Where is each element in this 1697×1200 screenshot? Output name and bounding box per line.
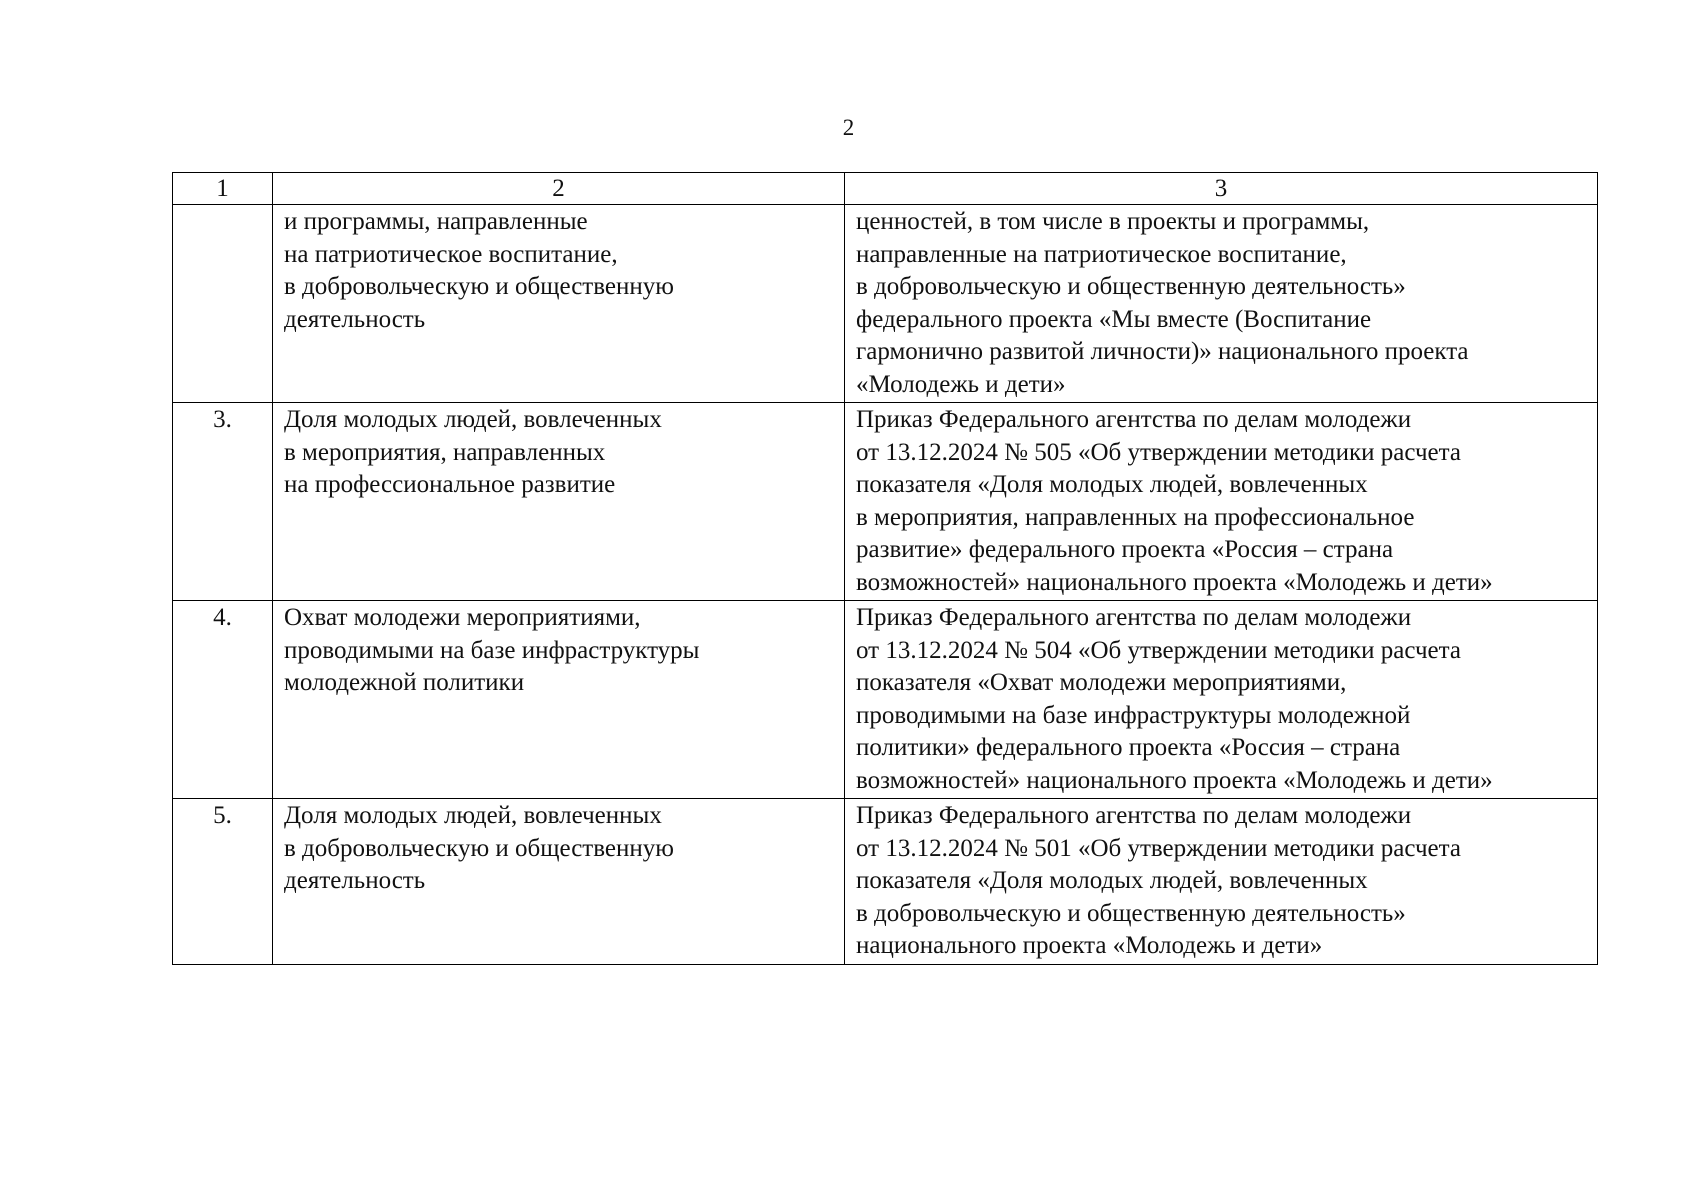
table-row — [173, 403, 1598, 601]
indicator-line: Доля молодых людей, вовлеченных — [284, 406, 662, 433]
document-cell — [845, 601, 1598, 799]
indicator-line: в мероприятия, направленных — [284, 438, 606, 466]
document-line: показателя «Доля молодых людей, вовлеченных — [856, 471, 1368, 498]
indicator-cell — [273, 799, 845, 965]
table-row — [173, 799, 1598, 965]
indicator-line: в добровольческую и общественную — [284, 273, 674, 300]
document-line: проводимыми на базе инфраструктуры молодежной — [856, 701, 1411, 729]
page-number: 2 — [842, 115, 855, 140]
document-line: Приказ Федерального агентства по делам молодежи — [856, 406, 1412, 433]
table-row — [173, 205, 1598, 403]
indicator-line: проводимыми на базе инфраструктуры — [284, 636, 700, 664]
document-line: от 13.12.2024 № 505 «Об утверждении методики расчета — [856, 438, 1461, 466]
row-number — [173, 205, 273, 403]
column-header-document: 3 — [845, 173, 1598, 205]
table-row — [173, 601, 1598, 799]
table-header-row — [173, 173, 1598, 205]
indicator-line: деятельность — [284, 305, 426, 333]
indicators-table — [172, 172, 1598, 965]
indicator-line: на профессиональное развитие — [284, 471, 616, 498]
indicator-line: Доля молодых людей, вовлеченных — [284, 802, 662, 829]
document-line: национального проекта «Молодежь и дети» — [856, 932, 1323, 959]
document-line: Приказ Федерального агентства по делам молодежи — [856, 802, 1412, 829]
document-line: гармонично развитой личности)» национального проекта — [856, 338, 1469, 365]
row-number: 5. — [173, 799, 273, 965]
row-number: 3. — [173, 403, 273, 601]
column-header-number: 1 — [173, 173, 273, 205]
column-header-indicator: 2 — [273, 173, 845, 205]
indicator-cell — [273, 601, 845, 799]
document-line: ценностей, в том числе в проекты и программы, — [856, 208, 1370, 235]
document-line: от 13.12.2024 № 501 «Об утверждении методики расчета — [856, 834, 1461, 862]
document-line: в мероприятия, направленных на профессиональное — [856, 503, 1415, 531]
document-line: политики» федерального проекта «Россия – страна — [856, 734, 1401, 761]
indicator-line: деятельность — [284, 867, 426, 894]
document-line: от 13.12.2024 № 504 «Об утверждении методики расчета — [856, 636, 1461, 664]
document-line: направленные на патриотическое воспитание, — [856, 240, 1347, 268]
document-cell — [845, 205, 1598, 403]
indicator-line: молодежной политики — [284, 669, 525, 696]
indicator-cell — [273, 403, 845, 601]
row-number: 4. — [173, 601, 273, 799]
document-line: в добровольческую и общественную деятельность» — [856, 899, 1406, 927]
document-line: федерального проекта «Мы вместе (Воспитание — [856, 305, 1372, 333]
indicator-cell — [273, 205, 845, 403]
indicator-line: и программы, направленные — [284, 208, 588, 235]
indicator-line: Охват молодежи мероприятиями, — [284, 604, 641, 631]
document-line: возможностей» национального проекта «Молодежь и дети» — [856, 568, 1493, 596]
document-line: Приказ Федерального агентства по делам молодежи — [856, 604, 1412, 631]
document-line: показателя «Доля молодых людей, вовлеченных — [856, 867, 1368, 894]
indicator-line: на патриотическое воспитание, — [284, 240, 618, 268]
document-cell — [845, 403, 1598, 601]
document-line: в добровольческую и общественную деятельность» — [856, 273, 1406, 300]
document-cell — [845, 799, 1598, 965]
document-line: развитие» федерального проекта «Россия – страна — [856, 536, 1394, 563]
document-line: возможностей» национального проекта «Молодежь и дети» — [856, 766, 1493, 794]
indicator-line: в добровольческую и общественную — [284, 834, 674, 862]
document-line: «Молодежь и дети» — [856, 370, 1066, 398]
document-line: показателя «Охват молодежи мероприятиями, — [856, 669, 1347, 696]
